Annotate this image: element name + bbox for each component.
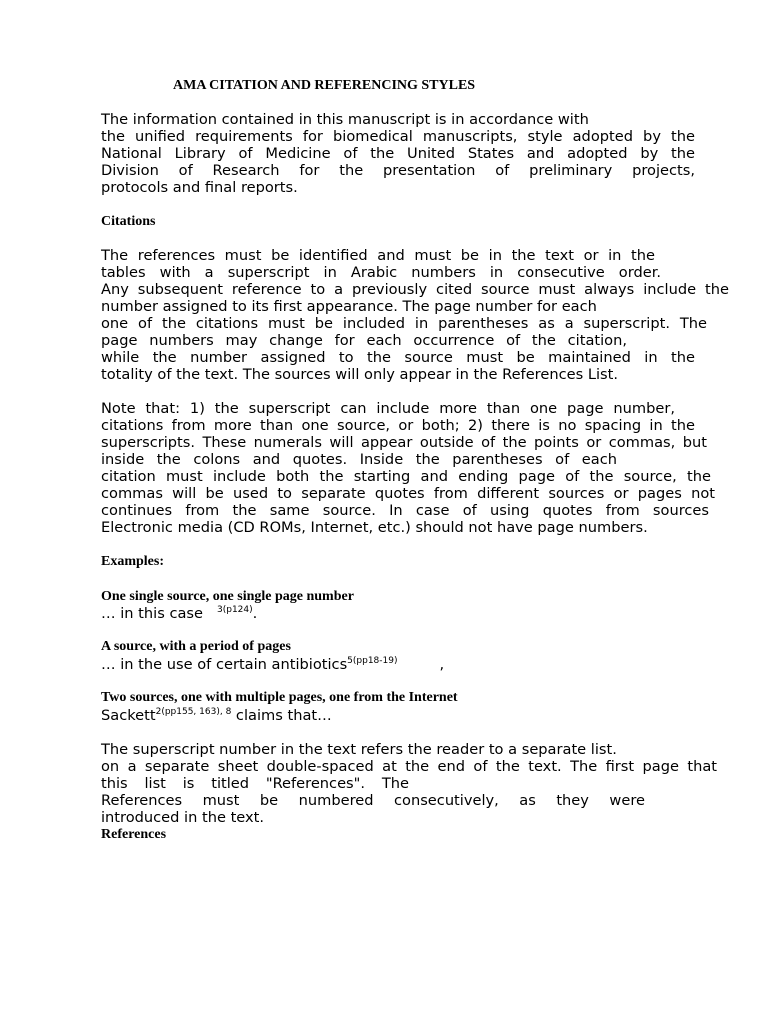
example2-trailing: , <box>439 656 445 673</box>
example1-superscript: 3(p124) <box>217 605 253 615</box>
intro-line-1: The information contained in this manuscript is in accordance with <box>101 111 589 128</box>
example1-heading: One single source, one single page number <box>101 589 354 604</box>
example3-superscript: 2(pp155, 163), 8 <box>155 707 232 717</box>
citations-line-6: page numbers may change for each occurrence of the citation, <box>101 332 627 349</box>
closing-line-2: on a separate sheet double-spaced at the end of the text. The first page that <box>101 758 717 775</box>
example2-text <box>101 656 444 676</box>
note-line-6: commas will be used to separate quotes from different sources or pages not <box>101 485 715 502</box>
example2-heading: A source, with a period of pages <box>101 639 291 654</box>
document-title: AMA CITATION AND REFERENCING STYLES <box>173 78 476 93</box>
references-heading: References <box>101 827 167 842</box>
citations-line-2: tables with a superscript in Arabic numbers in consecutive order. <box>101 264 661 281</box>
example3-heading: Two sources, one with multiple pages, one from the Internet <box>101 690 458 705</box>
note-line-4: inside the colons and quotes. Inside the parentheses of each <box>101 451 617 468</box>
citations-line-8: totality of the text. The sources will only appear in the References List. <box>101 366 618 383</box>
citations-heading: Citations <box>101 214 156 229</box>
note-line-3: superscripts. These numerals will appear outside of the points or commas, but <box>101 434 707 451</box>
citations-line-1: The references must be identified and must be in the text or in the <box>101 247 655 264</box>
example3-trailing: claims that… <box>231 707 332 724</box>
intro-line-2: the unified requirements for biomedical manuscripts, style adopted by the <box>101 128 695 145</box>
citations-line-3: Any subsequent reference to a previously cited source must always include the <box>101 281 729 298</box>
closing-line-5: introduced in the text. <box>101 809 265 826</box>
examples-heading: Examples: <box>101 554 164 569</box>
example2-body: … in the use of certain antibiotics <box>101 656 348 673</box>
example2-superscript: 5(pp18-19) <box>347 656 398 666</box>
intro-line-5: protocols and final reports. <box>101 179 298 196</box>
example3-text <box>101 707 332 727</box>
closing-line-4: References must be numbered consecutively, as they were <box>101 792 645 809</box>
note-line-5: citation must include both the starting and ending page of the source, the <box>101 468 711 485</box>
note-line-7: continues from the same source. In case of using quotes from sources <box>101 502 709 519</box>
citations-line-5: one of the citations must be included in parentheses as a superscript. The <box>101 315 707 332</box>
example3-body: Sackett <box>101 707 156 724</box>
note-line-2: citations from more than one source, or both; 2) there is no spacing in the <box>101 417 695 434</box>
example1-trailing: . <box>252 605 258 622</box>
closing-line-3: this list is titled "References". The <box>101 775 409 792</box>
example1-text <box>101 605 257 625</box>
note-line-1: Note that: 1) the superscript can include more than one page number, <box>101 400 675 417</box>
citations-line-7: while the number assigned to the source must be maintained in the <box>101 349 695 366</box>
closing-line-1: The superscript number in the text refers the reader to a separate list. <box>101 741 617 758</box>
example1-body: … in this case <box>101 605 203 622</box>
note-line-8: Electronic media (CD ROMs, Internet, etc.) should not have page numbers. <box>101 519 648 536</box>
intro-line-4: Division of Research for the presentation of preliminary projects, <box>101 162 695 179</box>
intro-line-3: National Library of Medicine of the United States and adopted by the <box>101 145 695 162</box>
citations-line-4: number assigned to its first appearance. The page number for each <box>101 298 597 315</box>
